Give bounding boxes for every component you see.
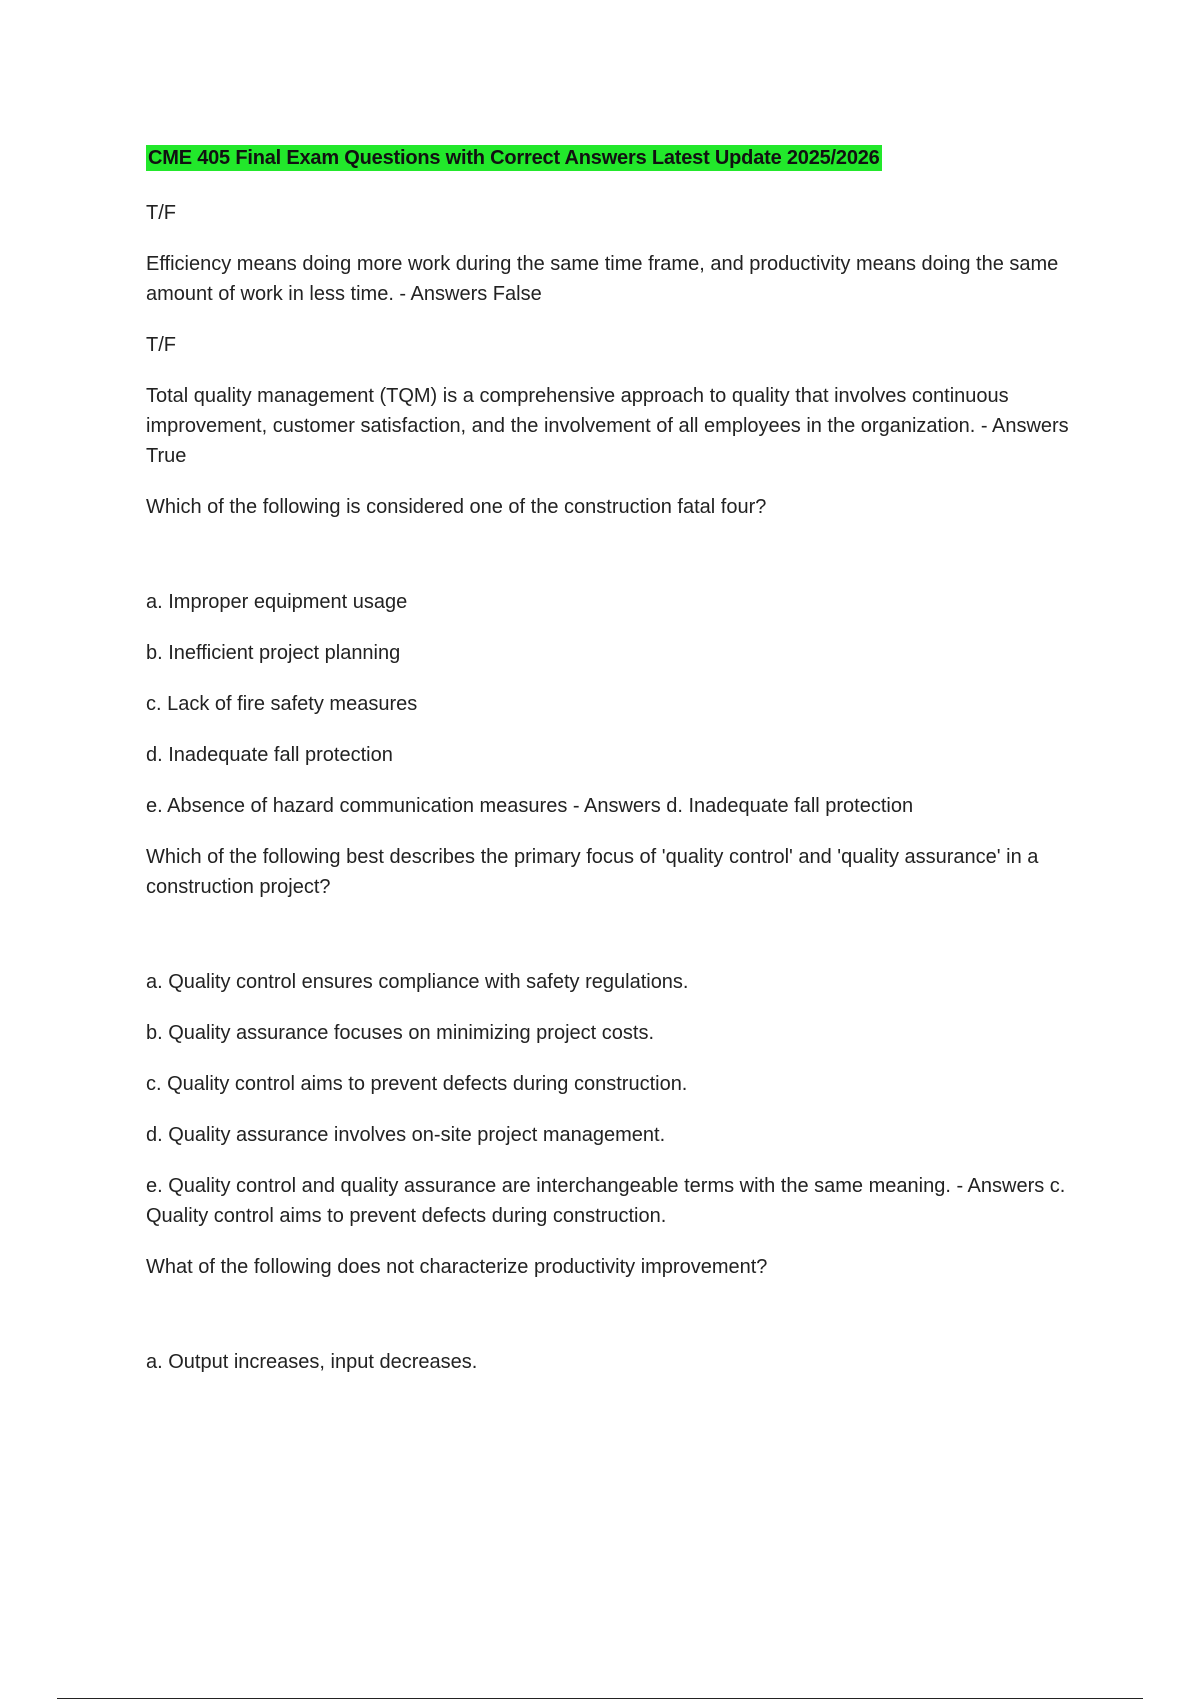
tf-label-1: T/F: [146, 202, 176, 224]
question-efficiency: Efficiency means doing more work during the same time frame, and productivity means doing the same amount of work in less time. - Answers False: [146, 253, 1059, 305]
question-tqm: Total quality management (TQM) is a comprehensive approach to quality that involves continuous improvement, customer satisfaction, and the involvement of all employees in the organization. - Answers True: [146, 385, 1069, 467]
option-b: b. Quality assurance focuses on minimizing project costs.: [146, 1022, 654, 1044]
document-title: CME 405 Final Exam Questions with Correct Answers Latest Update 2025/2026: [148, 147, 880, 169]
spacer: [146, 543, 1076, 587]
option-d: d. Inadequate fall protection: [146, 744, 393, 766]
option-c: c. Lack of fire safety measures: [146, 693, 418, 715]
option-b: b. Inefficient project planning: [146, 642, 401, 664]
option-a: a. Output increases, input decreases.: [146, 1351, 478, 1373]
document-title-wrap: [146, 142, 1076, 176]
spacer: [146, 923, 1076, 967]
question-fatal-four: Which of the following is considered one of the construction fatal four?: [146, 496, 767, 518]
question-quality: Which of the following best describes the primary focus of 'quality control' and 'quality assurance' in a construction project?: [146, 846, 1039, 898]
option-e-answer: e. Absence of hazard communication measures - Answers d. Inadequate fall protection: [146, 795, 914, 817]
option-e-answer: e. Quality control and quality assurance are interchangeable terms with the same meaning. - Answers c. Quality control aims to prevent defects during construction.: [146, 1175, 1066, 1227]
option-c: c. Quality control aims to prevent defects during construction.: [146, 1073, 688, 1095]
option-a: a. Improper equipment usage: [146, 591, 408, 613]
option-d: d. Quality assurance involves on-site project management.: [146, 1124, 666, 1146]
spacer: [146, 1303, 1076, 1347]
document-page: [146, 142, 1076, 1398]
footer-divider: [57, 1698, 1143, 1699]
question-productivity: What of the following does not characterize productivity improvement?: [146, 1256, 768, 1278]
option-a: a. Quality control ensures compliance with safety regulations.: [146, 971, 689, 993]
tf-label-2: T/F: [146, 334, 176, 356]
